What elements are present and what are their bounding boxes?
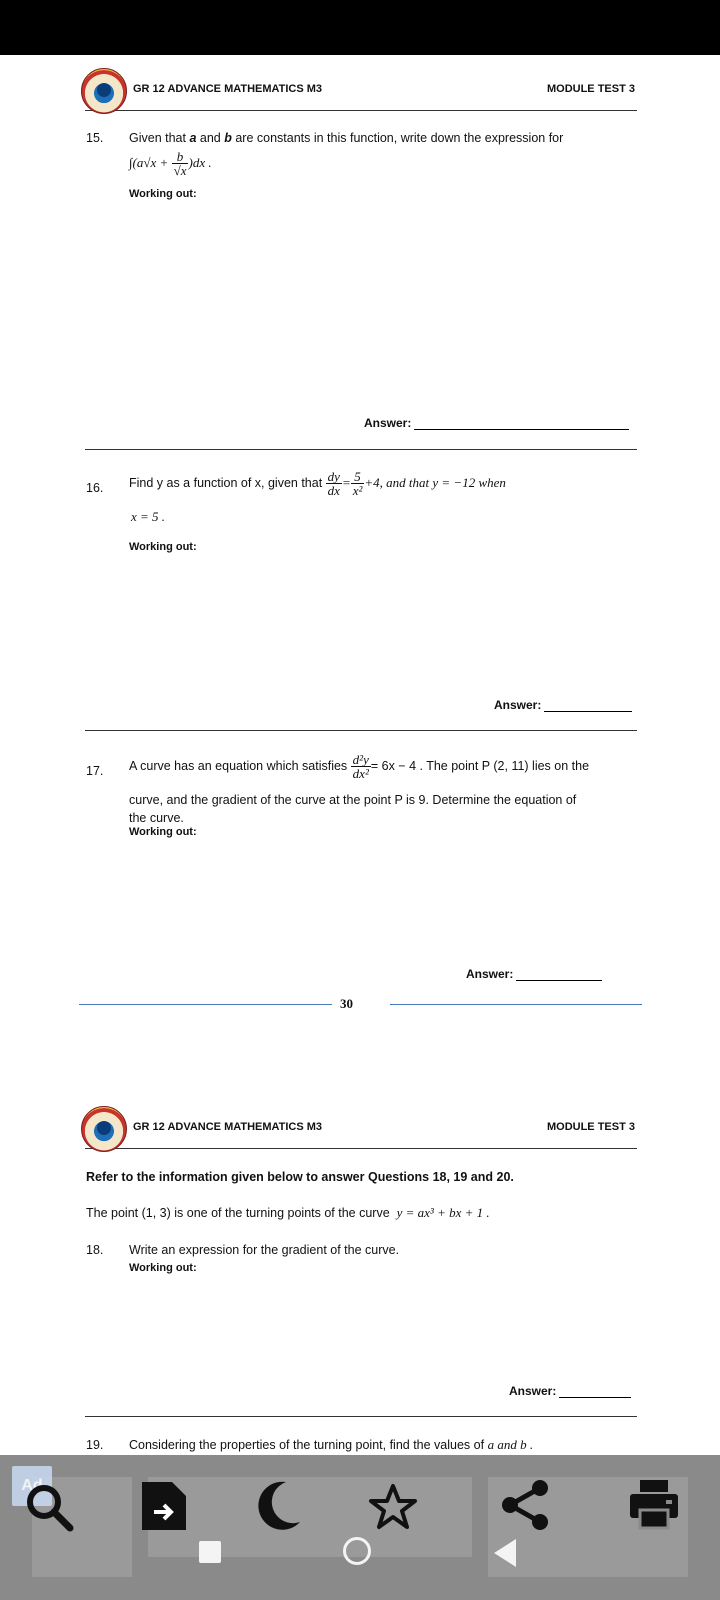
header-title: GR 12 ADVANCE MATHEMATICS M3 bbox=[133, 83, 323, 95]
school-logo bbox=[81, 1106, 127, 1152]
answer-field[interactable]: Answer: bbox=[494, 698, 632, 712]
question-number: 15. bbox=[86, 131, 104, 145]
question-text: Write an expression for the gradient of the curve. bbox=[129, 1243, 400, 1257]
night-mode-icon[interactable] bbox=[252, 1478, 304, 1535]
answer-field[interactable]: Answer: bbox=[466, 967, 602, 981]
page-number: 30 bbox=[340, 996, 353, 1011]
header-module: MODULE TEST 3 bbox=[546, 1121, 635, 1133]
question-text-line3: the curve. bbox=[129, 811, 184, 825]
question-number: 16. bbox=[86, 481, 104, 495]
question-text: Given that a and b are constants in this function, write down the expression for bbox=[129, 131, 564, 145]
page-header bbox=[85, 1108, 637, 1149]
question-text: A curve has an equation which satisfies $\frac{\text{d²y}}{\text{dx²}}$ = 6x − 4 . The point P (2, 11) lies on the bbox=[129, 752, 590, 781]
info-heading: Refer to the information given below to answer Questions 18, 19 and 20. bbox=[86, 1170, 514, 1184]
export-file-icon[interactable] bbox=[140, 1480, 188, 1537]
divider bbox=[85, 730, 637, 731]
home-button[interactable] bbox=[343, 1537, 371, 1565]
bottom-toolbar bbox=[0, 1455, 720, 1600]
page-footer-rule-left bbox=[79, 1004, 332, 1005]
question-text: Considering the properties of the turning point, find the values of a and b . bbox=[129, 1437, 534, 1452]
header-title: GR 12 ADVANCE MATHEMATICS M3 bbox=[133, 1121, 323, 1133]
info-text: The point (1, 3) is one of the turning points of the curve y = ax³ + bx + 1 . bbox=[86, 1205, 490, 1220]
question-text-line2: x = 5 . bbox=[131, 509, 166, 524]
integral-expression: ∫(a√x + $\frac{b}{√x}$ )dx . bbox=[129, 149, 212, 178]
school-logo bbox=[81, 68, 127, 114]
back-button[interactable] bbox=[494, 1539, 516, 1567]
working-out-label: Working out: bbox=[129, 541, 197, 553]
working-out-label: Working out: bbox=[129, 188, 197, 200]
question-text-line2: curve, and the gradient of the curve at the point P is 9. Determine the equation of bbox=[129, 793, 577, 807]
page-footer-rule-right bbox=[390, 1004, 642, 1005]
answer-field[interactable]: Answer: bbox=[509, 1384, 631, 1398]
print-icon[interactable] bbox=[628, 1478, 680, 1537]
working-out-label: Working out: bbox=[129, 826, 197, 838]
status-bar bbox=[0, 0, 720, 55]
share-icon[interactable] bbox=[498, 1478, 552, 1537]
page-header bbox=[85, 70, 637, 111]
recent-apps-button[interactable] bbox=[199, 1541, 221, 1563]
answer-field[interactable]: Answer: bbox=[364, 416, 629, 430]
search-icon[interactable] bbox=[24, 1482, 76, 1539]
question-number: 18. bbox=[86, 1243, 104, 1257]
divider bbox=[85, 449, 637, 450]
ad-badge[interactable]: Ad bbox=[12, 1466, 52, 1506]
question-number: 19. bbox=[86, 1438, 104, 1452]
divider bbox=[85, 1416, 637, 1417]
star-icon[interactable] bbox=[368, 1483, 418, 1536]
header-module: MODULE TEST 3 bbox=[546, 83, 635, 95]
question-text: Find y as a function of x, given that $\frac{dy}{dx}$ = $\frac{5}{\text{x²}}$ +4, and that y = −12 when bbox=[129, 469, 506, 498]
working-out-label: Working out: bbox=[129, 1262, 197, 1274]
question-number: 17. bbox=[86, 764, 104, 778]
toolbar-panel bbox=[148, 1477, 472, 1557]
